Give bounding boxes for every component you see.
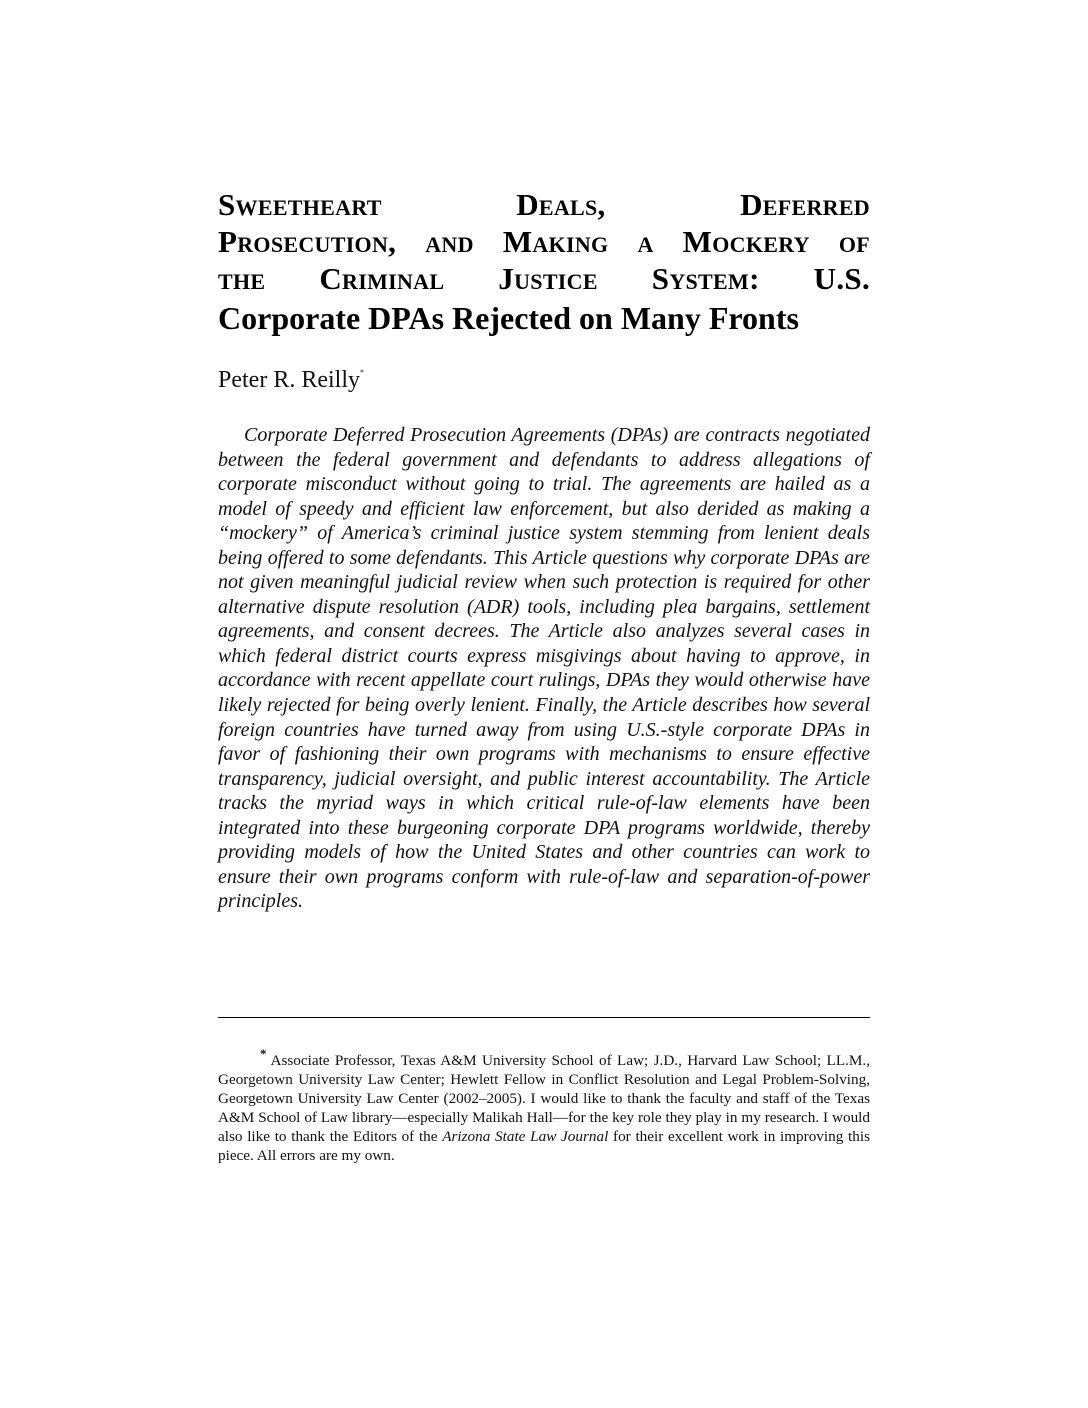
author-byline xyxy=(218,362,364,394)
footnote-divider xyxy=(218,1017,870,1018)
title-line-3: the Criminal Justice System: U.S. xyxy=(218,261,870,296)
abstract: Corporate Deferred Prosecution Agreements (DPAs) are contracts negotiated between the federal government and defendants to address allegations of corporate misconduct without going to trial. The agreements are hailed as a model of speedy and efficient law enforcement, but also derided as making a “mockery” of America’s criminal justice system stemming from lenient deals being offered to some defendants. This Article questions why corporate DPAs are not given meaningful judicial review when such protection is required for other alternative dispute resolution (ADR) tools, including plea bargains, settlement agreements, and consent decrees. The Article also analyzes several cases in which federal district courts express misgivings about having to approve, in accordance with recent appellate court rulings, DPAs they would otherwise have likely rejected for being overly lenient. Finally, the Article describes how several foreign countries have turned away from using U.S.-style corporate DPAs in favor of fashioning their own programs with mechanisms to ensure effective transparency, judicial oversight, and public interest accountability. The Article tracks the myriad ways in which critical rule-of-law elements have been integrated into these burgeoning corporate DPA programs worldwide, thereby providing models of how the United States and other countries can work to ensure their own programs conform with rule-of-law and separation-of-power principles. xyxy=(218,424,870,913)
author-name: Peter R. Reilly xyxy=(218,367,360,393)
footnote-mark: * xyxy=(260,1045,267,1061)
article-title xyxy=(218,186,870,339)
document-page xyxy=(218,0,870,1408)
footnote-text-part-1: Associate Professor, Texas A&M University School of Law; J.D., Harvard Law School; LL.M., Georgetown University Law Center; Hewlett Fellow in Conflict Resolution and Legal Problem-Solving, Georgetown University Law Center (2002–2005). I would like to thank the faculty and staff of the Texas A&M School of Law library—especially Malikah Hall—for the key role they play in my research. I would also like to thank the Editors of the xyxy=(218,1052,870,1146)
footnote-journal-name: Arizona State Law Journal xyxy=(442,1128,609,1146)
title-line-1: Sweetheart Deals, Deferred xyxy=(218,187,870,222)
author-footnote xyxy=(218,1045,870,1166)
author-footnote-mark[interactable]: * xyxy=(359,368,364,377)
title-line-2: Prosecution, and Making a Mockery of xyxy=(218,224,870,259)
footnote-text-part-2: for their excellent work in improving this piece. All errors are my own. xyxy=(218,1128,870,1165)
title-line-4: Corporate DPAs Rejected on Many Fronts xyxy=(218,300,799,336)
